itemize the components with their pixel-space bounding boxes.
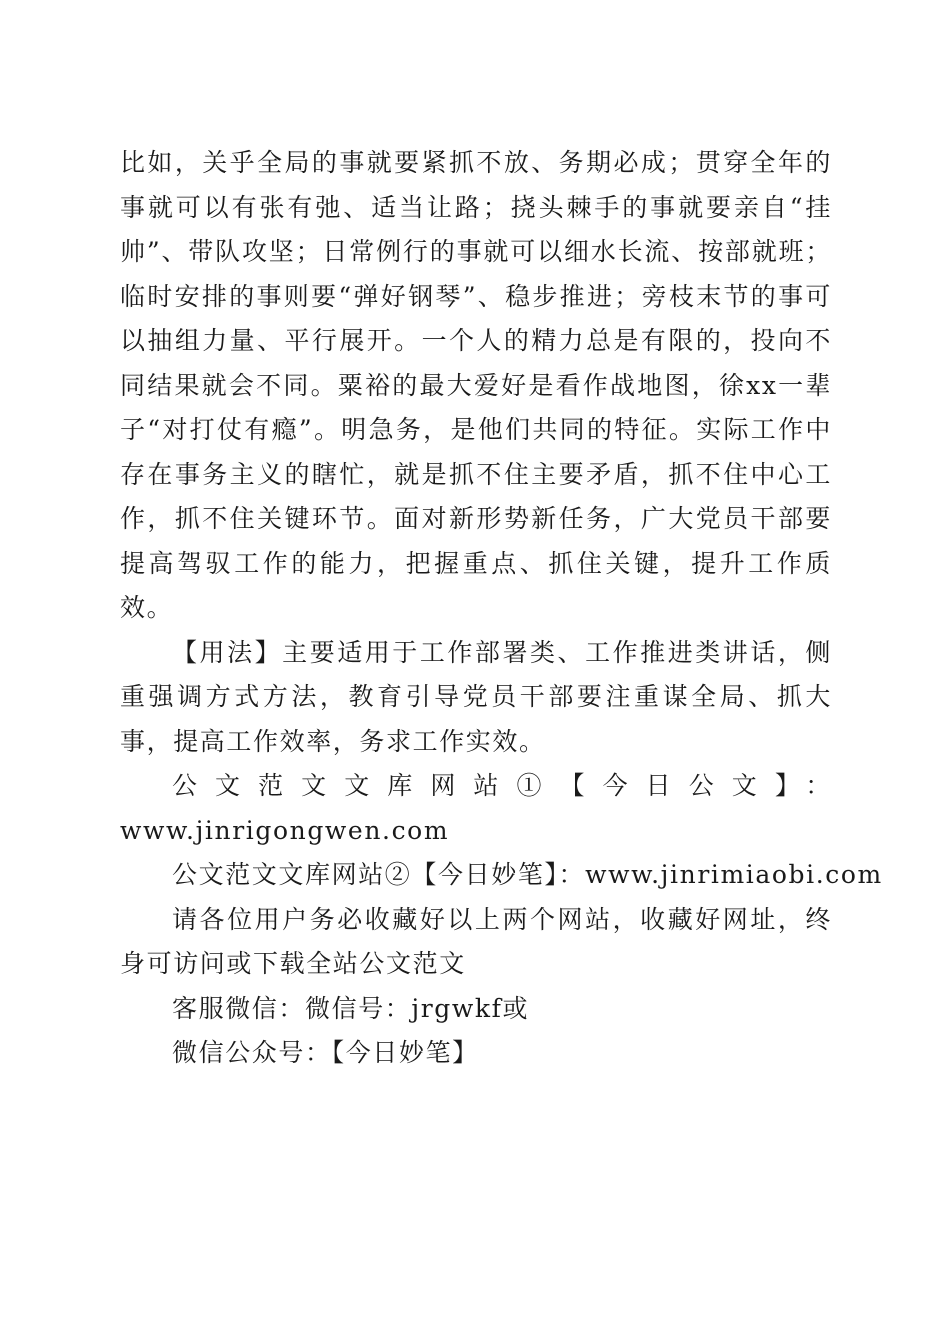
bookmark-notice: 请各位用户务必收藏好以上两个网站，收藏好网址，终身可访问或下载全站公文范文	[120, 904, 832, 978]
website-1-label: 公文范文文库网站①【今日公文】：	[172, 771, 832, 800]
body-paragraph-1: 比如，关乎全局的事就要紧抓不放、务期必成；贯穿全年的事就可以有张有弛、适当让路；挠头棘手的事就要亲自“挂帅”、带队攻坚；日常例行的事就可以细水长流、按部就班；临时安排的事则要“弹好钢琴”、稳步推进；旁枝末节的事可以抽组力量、平行展开。一个人的精力总是有限的，投向不同结果就会不同。粟裕的最大爱好是看作战地图，徐xx一辈子“对打仗有瘾”。明急务，是他们共同的特征。实际工作中存在事务主义的瞎忙，就是抓不住主要矛盾，抓不住中心工作，抓不住关键环节。面对新形势新任务，广大党员干部要提高驾驭工作的能力，把握重点、抓住关键，提升工作质效。	[120, 148, 832, 622]
website-1-url: www.jinrigongwen.com	[120, 815, 450, 845]
document-page	[120, 141, 883, 1076]
wechat-official-account: 微信公众号：【今日妙笔】	[172, 1038, 479, 1067]
website-2: 公文范文文库网站②【今日妙笔】：www.jinrimiaobi.com	[172, 860, 883, 889]
customer-service-wechat: 客服微信：微信号：jrgwkf或	[172, 993, 530, 1023]
usage-paragraph: 【用法】主要适用于工作部署类、工作推进类讲话，侧重强调方式方法，教育引导党员干部要注重谋全局、抓大事，提高工作效率，务求工作实效。	[120, 637, 832, 756]
